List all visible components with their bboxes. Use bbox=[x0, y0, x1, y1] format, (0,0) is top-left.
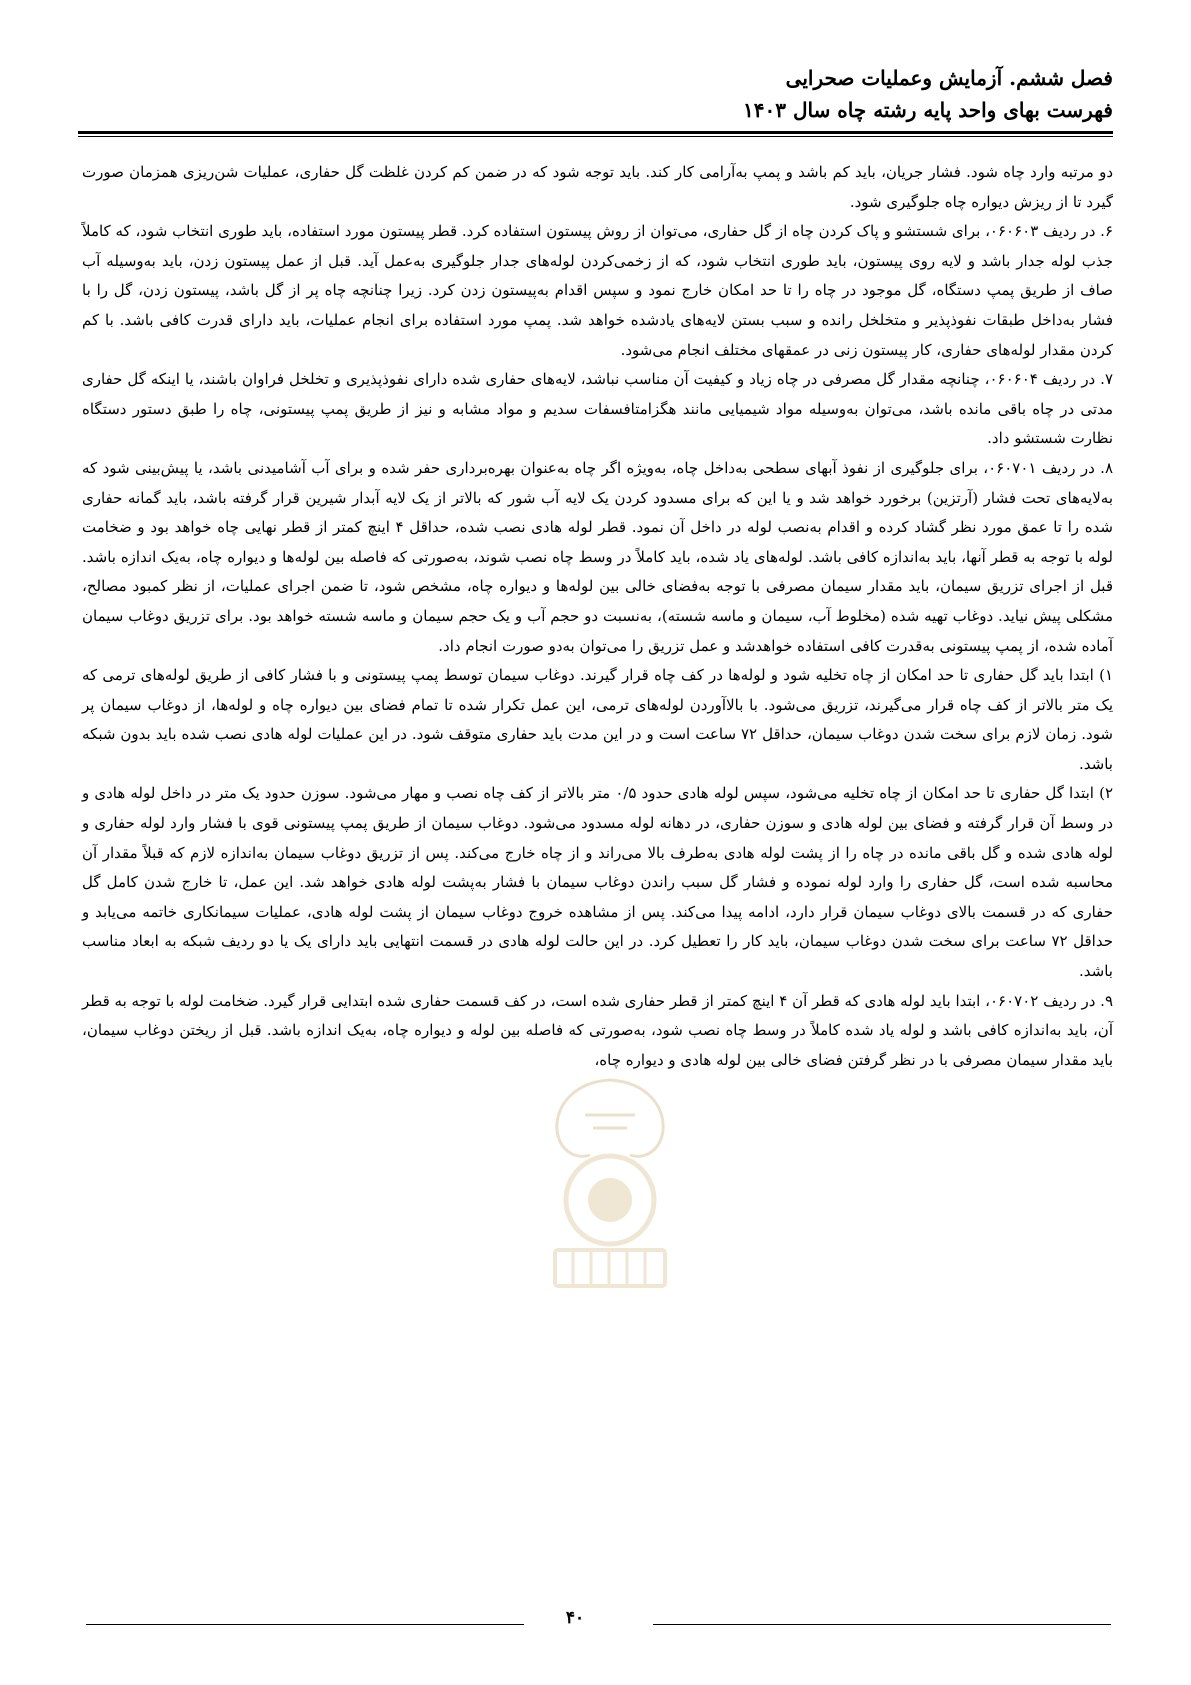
paragraph-item-8: ۸. در ردیف ۰۶۰۷۰۱، برای جلوگیری از نفوذ آبهای سطحی به‌داخل چاه، به‌ویژه اگر چاه به‌عنوان بهره‌برداری حفر شده و برای آب آشامیدنی باشد، یا پیش‌بینی شود که به‌لایه‌های تحت فشار (آرتزین) برخورد خواهد شد و یا این که برای مسدود کردن یک لایه آب شور که بالاتر از یک لایه آبدار شیرین قرار گرفته باشد، باید گمانه حفاری شده را تا عمق مورد نظر گشاد کرده و اقدام به‌نصب لوله در داخل آن نمود. قطر لوله هادی نصب شده، حداقل ۴ اینچ کمتر از قطر نهایی چاه خواهد بود و ضخامت لوله با توجه به قطر آنها، باید به‌اندازه کافی باشد. لوله‌های یاد شده، باید کاملاً در وسط چاه نصب شوند، به‌صورتی که فاصله بین لوله‌ها و دیواره چاه، به‌یک اندازه باشد. قبل از اجرای تزریق سیمان، باید مقدار سیمان مصرفی با توجه به‌فضای خالی بین لوله‌ها و دیواره چاه، مشخص شود، تا ضمن اجرای عملیات، از نظر کمبود مصالح، مشکلی پیش نیاید. دوغاب تهیه شده (مخلوط آب، سیمان و ماسه شسته)، به‌نسبت دو حجم آب و یک حجم سیمان و ماسه شسته خواهد بود. برای تزریق دوغاب سیمان آماده شده، از پمپ پیستونی به‌قدرت کافی استفاده خواهدشد و عمل تزریق را می‌توان به‌دو صورت انجام داد. bbox=[82, 458, 1113, 655]
paragraph-item-9: ۹. در ردیف ۰۶۰۷۰۲، ابتدا باید لوله هادی که قطر آن ۴ اینچ کمتر از قطر حفاری شده است، در کف قسمت حفاری شده ابتدایی قرار گیرد. ضخامت لوله با توجه به قطر آن، باید به‌اندازه کافی باشد و لوله یاد شده کاملاً در وسط چاه نصب شود، به‌صورتی که فاصله بین لوله و دیواره چاه، به‌یک اندازه باشد. قبل از ریختن دوغاب سیمان، باید مقدار سیمان مصرفی با در نظر گرفتن فضای خالی بین لوله هادی و دیواره چاه، bbox=[82, 991, 1114, 1069]
chapter-title: فصل ششم. آزمایش وعملیات صحرایی bbox=[785, 66, 1113, 90]
watermark-logo-icon bbox=[515, 1060, 705, 1290]
footer-divider-right bbox=[653, 1624, 1111, 1625]
paragraph-method-2: ۲) ابتدا گل حفاری تا حد امکان از چاه تخلیه می‌شود، سپس لوله هادی حدود ۰/۵ متر بالاتر از کف چاه نصب و مهار می‌شود. سوزن حدود یک متر در داخل لوله هادی و در وسط آن قرار گرفته و فضای بین لوله هادی و سوزن حفاری، در دهانه لوله مسدود می‌شود. دوغاب سیمان از طریق پمپ پیستونی قوی با فشار وارد لوله حفاری و لوله هادی شده و گل باقی مانده در چاه را از پشت لوله هادی به‌طرف بالا می‌راند و از چاه خارج می‌کند. پس از تزریق دوغاب سیمان به‌اندازه لازم که قبلاً مقدار آن محاسبه شده است، گل حفاری را وارد لوله نموده و فشار گل سبب راندن دوغاب سیمان با فشار به‌پشت لوله هادی خواهد شد. این عمل، تا خارج شدن کامل گل حفاری که در قسمت بالای دوغاب سیمان قرار دارد، ادامه پیدا می‌کند. پس از مشاهده خروج دوغاب سیمان از پشت لوله هادی، عملیات سیمانکاری خاتمه می‌یابد و حداقل ۷۲ ساعت برای سخت شدن دوغاب سیمان، باید کار را تعطیل کرد. در این حالت لوله هادی در قسمت انتهایی باید دارای یک یا دو ردیف شبکه به ابعاد مناسب باشد. bbox=[82, 784, 1113, 981]
body-text bbox=[82, 158, 1113, 1075]
paragraph-method-1: ۱) ابتدا باید گل حفاری تا حد امکان از چاه تخلیه شود و لوله‌ها در کف چاه قرار گیرند. دوغاب سیمان توسط پمپ پیستونی و با فشار کافی از طریق لوله‌های ترمی که یک متر بالاتر از کف چاه قرار می‌گیرند، تزریق می‌شود. با بالاآوردن لوله‌های ترمی، این عمل تکرار شده تا تمام فضای بین دیواره چاه و لوله‌ها، از دوغاب سیمان پر شود. زمان لازم برای سخت شدن دوغاب سیمان، حداقل ۷۲ ساعت است و در این مدت باید حفاری متوقف شود. در این عملیات لوله هادی نصب شده باید بدون شبکه باشد. bbox=[82, 666, 1114, 773]
book-title: فهرست بهای واحد پایه رشته چاه سال ۱۴۰۳ bbox=[743, 98, 1113, 122]
page-header bbox=[73, 62, 1113, 126]
paragraph-item-6: ۶. در ردیف ۰۶۰۶۰۳، برای شستشو و پاک کردن چاه از گل حفاری، می‌توان از روش پیستون استفاده کرد. قطر پیستون مورد استفاده، باید طوری انتخاب شود، که کاملاً جذب لوله جدار باشد و لایه روی پیستون، باید طوری انتخاب شود، که از زخمی‌کردن لوله‌های جدار جلوگیری به‌عمل آید. قبل از عمل پیستون زدن، باید به‌وسیله آب صاف از طریق پمپ دستگاه، گل موجود در چاه را تا حد امکان خارج نمود و سپس اقدام به‌پیستون زدن کرد. زیرا چنانچه چاه پر از گل باشد، پیستون زدن، گل را با فشار به‌داخل طبقات نفوذپذیر و متخلخل رانده و سبب بستن لایه‌های یادشده خواهد شد. پمپ مورد استفاده برای انجام عملیات، باید دارای قدرت کافی باشد. با کم کردن مقدار لوله‌های حفاری، کار پیستون زنی در عمقهای مختلف انجام می‌شود. bbox=[82, 222, 1113, 359]
paragraph-item-7: ۷. در ردیف ۰۶۰۶۰۴، چنانچه مقدار گل مصرفی در چاه زیاد و کیفیت آن مناسب نباشد، لایه‌های حفاری شده دارای نفوذپذیری و تخلخل فراوان باشند، یا اینکه گل حفاری مدتی در چاه باقی مانده باشد، می‌توان به‌وسیله مواد شیمیایی مانند هگزامتافسفات سدیم و مواد مشابه و نیز از طریق پمپ پیستونی، چاه را طبق دستور دستگاه نظارت شستشو داد. bbox=[82, 370, 1113, 448]
page-number: ۴۰ bbox=[565, 1608, 585, 1628]
paragraph-continuation: دو مرتبه وارد چاه شود. فشار جریان، باید کم باشد و پمپ به‌آرامی کار کند. باید توجه شود که در ضمن کم کردن غلظت گل حفاری، عملیات شن‌ریزی همزمان صورت گیرد تا از ریزش دیواره چاه جلوگیری شود. bbox=[82, 163, 1113, 211]
footer-divider-left bbox=[86, 1624, 524, 1625]
header-divider bbox=[78, 131, 1113, 137]
